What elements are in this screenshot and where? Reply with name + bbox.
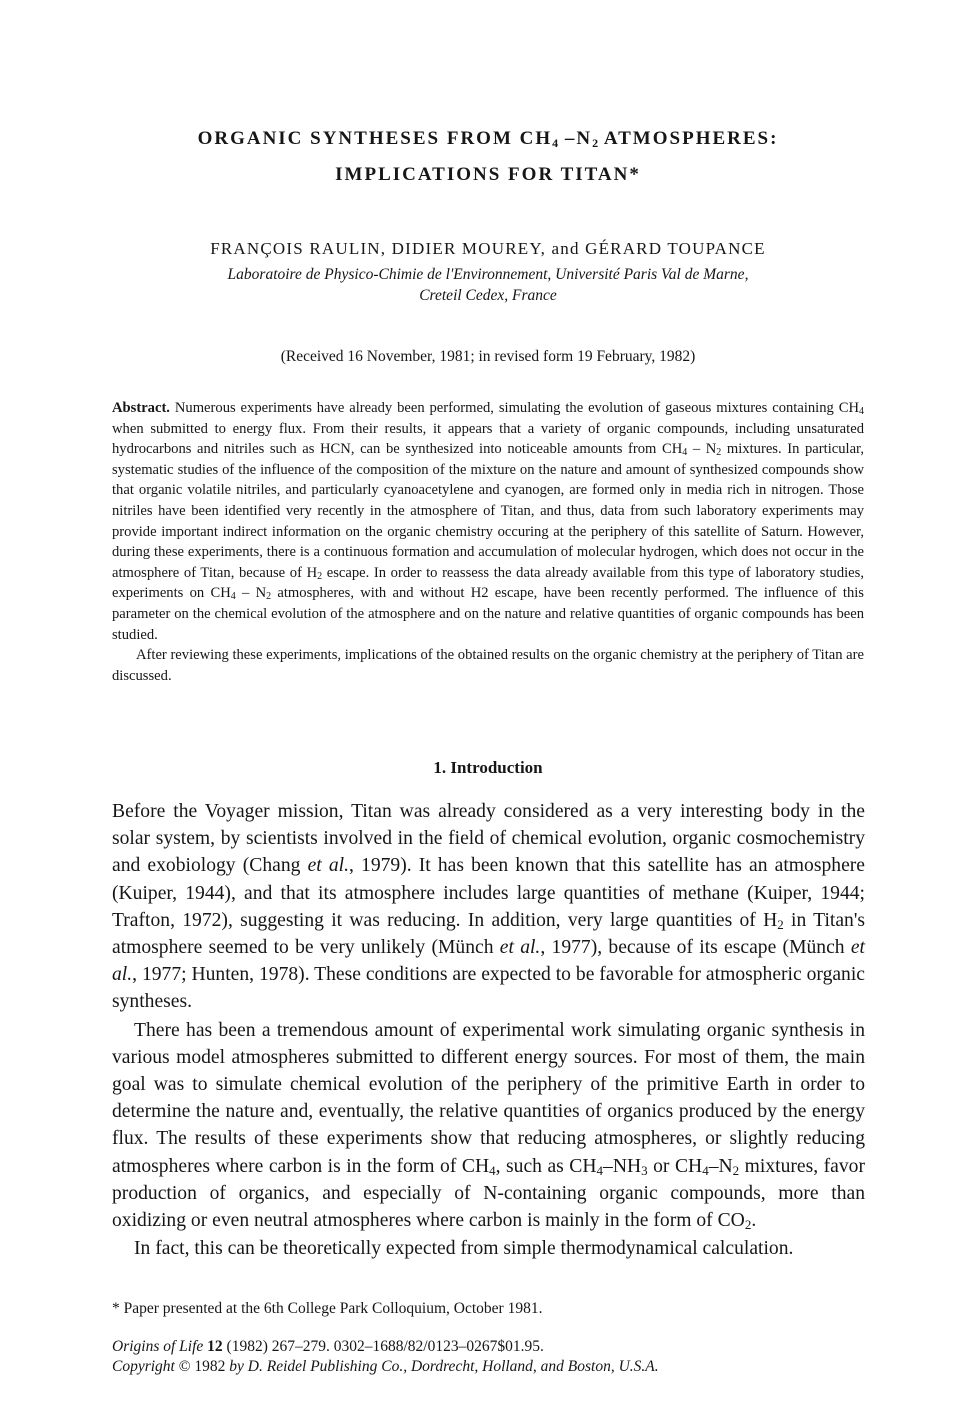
subscript: 4 <box>702 1162 709 1178</box>
journal-volume: 12 <box>203 1338 223 1355</box>
abstract-text: escape. In order to reassess the data already available from this type of laboratory studies, experiments on CH <box>112 564 864 602</box>
italic-text: et al. <box>112 937 865 986</box>
subscript: 2 <box>716 447 722 459</box>
copyright-publisher: by D. Reidel Publishing Co., Dordrecht, Holland, and Boston, U.S.A. <box>229 1358 659 1375</box>
body-text: . <box>751 1210 757 1232</box>
body-paragraph <box>112 1017 865 1235</box>
abstract-text: mixtures. In particular, systematic studies of the influence of the composition of the mixture on the nature and amount of synthesized compounds show that organic volatile nitriles, and particularly cyanoacetylene and cyanogen, are formed only in media rich in nitrogen. Those nitriles have been identified very recently in the atmosphere of Titan, and thus, data from such laboratory experiments may provide important indirect information on the organic chemistry occuring at the periphery of this satellite of Saturn. However, during these experiments, there is a continuous formation and accumulation of molecular hydrogen, which does not occur in the atmosphere of Titan, because of H <box>112 441 864 581</box>
body-text: mixtures, favor production of organics, and especially of N-containing organic compounds, more than oxidizing or even neutral atmospheres where carbon is mainly in the form of CO <box>112 1155 865 1232</box>
subscript: 4 <box>489 1162 496 1178</box>
subscript: 4 <box>859 406 864 417</box>
subscript: 2 <box>317 570 323 582</box>
subscript: 2 <box>592 136 599 150</box>
affiliation-line-2: Creteil Cedex, France <box>419 287 557 304</box>
subscript: 2 <box>732 1162 740 1178</box>
copyright-year: © 1982 <box>178 1358 230 1375</box>
body-text: –N <box>708 1155 733 1177</box>
subscript: 3 <box>641 1162 648 1178</box>
body-text: , 1977; Hunten, 1978). These conditions are expected to be favorable for atmospheric organic syntheses. <box>112 964 865 1013</box>
subscript: 4 <box>230 591 236 603</box>
journal-name: Origins of Life <box>112 1338 204 1355</box>
journal-citation <box>112 1337 659 1377</box>
copyright-text: Copyright <box>112 1358 179 1375</box>
journal-line-2 <box>112 1357 659 1377</box>
abstract <box>112 398 864 686</box>
subscript: 4 <box>552 136 559 150</box>
abstract-text: when submitted to energy flux. From their results, it appears that a variety of organic compounds, including unsaturated hydrocarbons and nitriles such as HCN, can be synthesized into noticeable amounts from CH <box>112 420 864 458</box>
title-text: ATMOSPHERES: <box>598 128 779 149</box>
body-text: , 1977), because of its escape (Münch <box>540 937 851 959</box>
body-text: Before the Voyager mission, Titan was already considered as a very interesting body in the solar system, by scientists involved in the field of chemical evolution, organic cosmochemistry and exobiology (Chang <box>112 801 865 877</box>
journal-details: (1982) 267–279. 0302–1688/82/0123–0267$01.95. <box>222 1338 544 1355</box>
abstract-label: Abstract. <box>112 400 170 416</box>
subscript: 2 <box>266 591 272 603</box>
subscript: 2 <box>777 916 784 932</box>
body-text: –NH <box>603 1155 642 1177</box>
abstract-text: Numerous experiments have already been performed, simulating the evolution of gaseous mixtures containing CH <box>169 400 859 416</box>
italic-text: et al. <box>499 937 541 959</box>
abstract-paragraph: After reviewing these experiments, implications of the obtained results on the organic chemistry at the periphery of Titan are discussed. <box>112 647 864 684</box>
body-text: There has been a tremendous amount of experimental work simulating organic synthesis in various model atmospheres submitted to different energy sources. For most of them, the main goal was to simulate chemical evolution of the periphery of the primitive Earth in order to determine the nature and, eventually, the relative quantities of organics produced by the energy flux. The results of these experiments show that reducing atmospheres, or slightly reducing atmospheres where carbon is in the form of CH <box>112 1019 865 1177</box>
italic-text: et al. <box>307 855 349 877</box>
abstract-text: atmospheres, with and without H2 escape, have been recently performed. The influence of this parameter on the chemical evolution of the atmosphere and on the nature and relative quantities of organic compounds has been studied. <box>112 585 864 643</box>
subscript: 4 <box>596 1162 604 1178</box>
affiliation-line-1: Laboratoire de Physico-Chimie de l'Environnement, Université Paris Val de Marne, <box>227 266 749 283</box>
article-title-line-1 <box>0 127 976 151</box>
journal-line-1 <box>112 1337 659 1357</box>
body-text: , such as CH <box>495 1155 597 1177</box>
abstract-paragraph <box>112 398 864 645</box>
abstract-text: – N <box>235 585 267 602</box>
received-dates: (Received 16 November, 1981; in revised form 19 February, 1982) <box>280 348 696 365</box>
subscript: 4 <box>682 447 688 459</box>
body-paragraph: In fact, this can be theoretically expected from simple thermodynamical calculation. <box>134 1238 794 1260</box>
section-heading: 1. Introduction <box>433 758 543 777</box>
body-text: , 1979). It has been known that this satellite has an atmosphere (Kuiper, 1944), and that its atmosphere includes large quantities of methane (Kuiper, 1944; Trafton, 1972), suggesting it was reducing. In addition, very large quantities of H <box>112 855 865 931</box>
title-text: –N <box>558 128 593 149</box>
introduction-body <box>112 798 865 1262</box>
footnote: * Paper presented at the 6th College Park Colloquium, October 1981. <box>112 1300 543 1317</box>
body-text: in Titan's atmosphere seemed to be very unlikely (Münch <box>112 909 865 959</box>
body-text: or CH <box>647 1155 703 1177</box>
abstract-text: – N <box>687 441 717 458</box>
subscript: 2 <box>744 1217 752 1233</box>
article-title-line-2: IMPLICATIONS FOR TITAN* <box>335 164 641 185</box>
author-list: FRANÇOIS RAULIN, DIDIER MOUREY, and GÉRARD TOUPANCE <box>210 239 766 258</box>
title-text: ORGANIC SYNTHESES FROM CH <box>197 128 553 149</box>
body-paragraph <box>112 798 865 1016</box>
